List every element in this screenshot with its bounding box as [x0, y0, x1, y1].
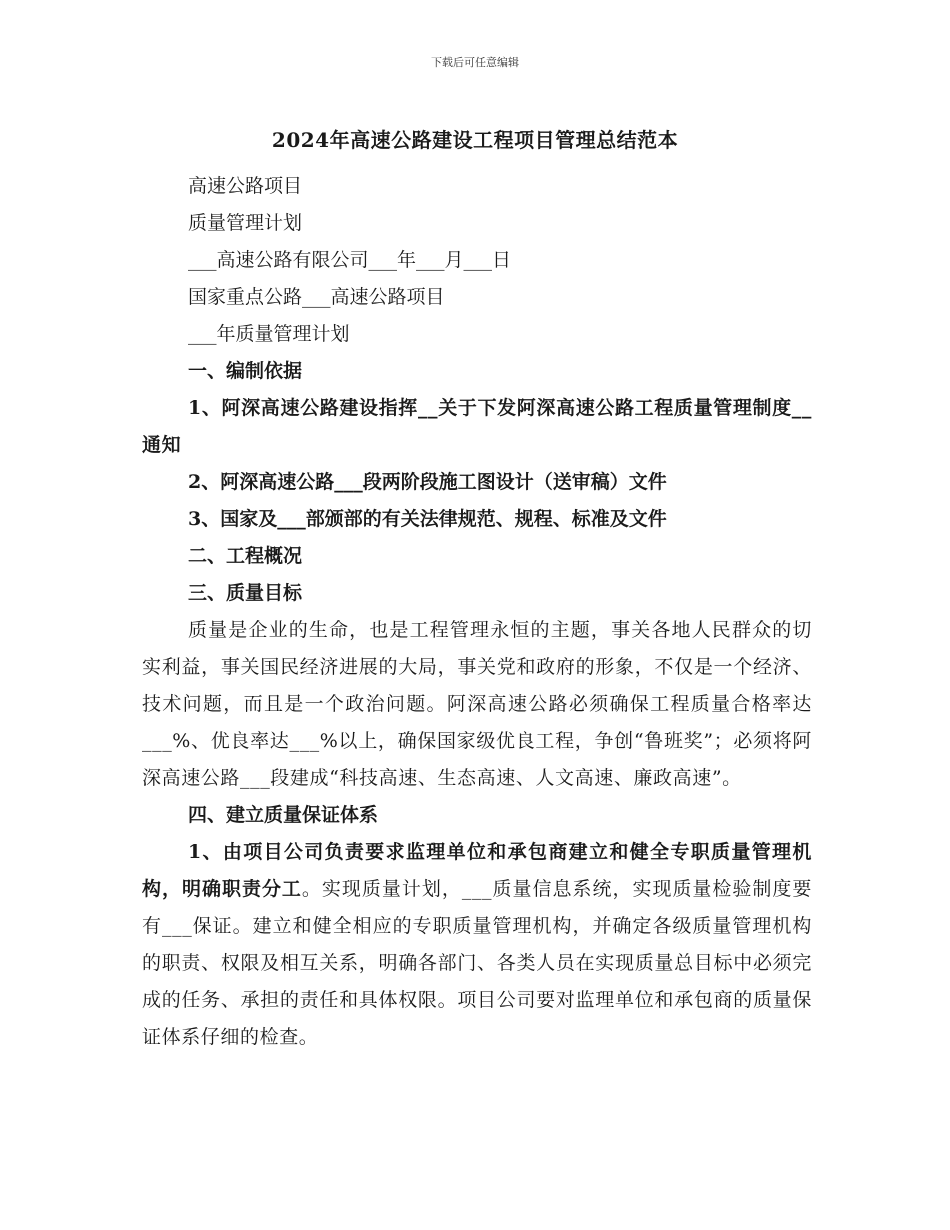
document-body — [142, 168, 812, 1056]
quality-system-lead: 1、由项目公司负责要求监理单位和承包商建立和健全专职质量管理机构，明确职责分工 — [142, 841, 812, 900]
document-title: 2024年高速公路建设工程项目管理总结范本 — [271, 128, 679, 152]
section-heading-basis: 一、编制依据 — [188, 360, 303, 382]
cover-line-company-date: ___高速公路有限公司___年___月___日 — [188, 249, 512, 271]
cover-line-plan: 质量管理计划 — [188, 212, 303, 234]
quality-goal-paragraph: 质量是企业的生命，也是工程管理永恒的主题，事关各地人民群众的切实利益，事关国民经济进展的大局，事关党和政府的形象，不仅是一个经济、技术问题，而且是一个政治问题。阿深高速公路必须确保工程质量合格率达___%、优良率达___%以上，确保国家级优良工程，争创“鲁班奖”；必须将阿深高速公路___段建成“科技高速、生态高速、人文高速、廉政高速”。 — [142, 619, 812, 789]
cover-line-year-plan: ___年质量管理计划 — [188, 323, 350, 345]
basis-item-1: 1、阿深高速公路建设指挥__关于下发阿深高速公路工程质量管理制度__通知 — [142, 397, 812, 456]
basis-item-2: 2、阿深高速公路___段两阶段施工图设计（送审稿）文件 — [188, 471, 667, 493]
section-heading-overview: 二、工程概况 — [188, 545, 303, 567]
section-heading-quality-goal: 三、质量目标 — [188, 582, 303, 604]
header-note: 下载后可任意编辑 — [431, 56, 519, 69]
basis-item-3: 3、国家及___部颁部的有关法律规范、规程、标准及文件 — [188, 508, 667, 530]
cover-line-national-road: 国家重点公路___高速公路项目 — [188, 286, 445, 308]
quality-system-rest: 。实现质量计划，___质量信息系统，实现质量检验制度要有___保证。建立和健全相应的专职质量管理机构，并确定各级质量管理机构的职责、权限及相互关系，明确各部门、各类人员在实现质量总目标中必须完成的任务、承担的责任和具体权限。项目公司要对监理单位和承包商的质量保证体系仔细的检查。 — [142, 878, 812, 1048]
cover-line-project: 高速公路项目 — [188, 175, 303, 197]
section-heading-quality-system: 四、建立质量保证体系 — [188, 804, 379, 826]
quality-system-paragraph — [142, 834, 812, 1056]
